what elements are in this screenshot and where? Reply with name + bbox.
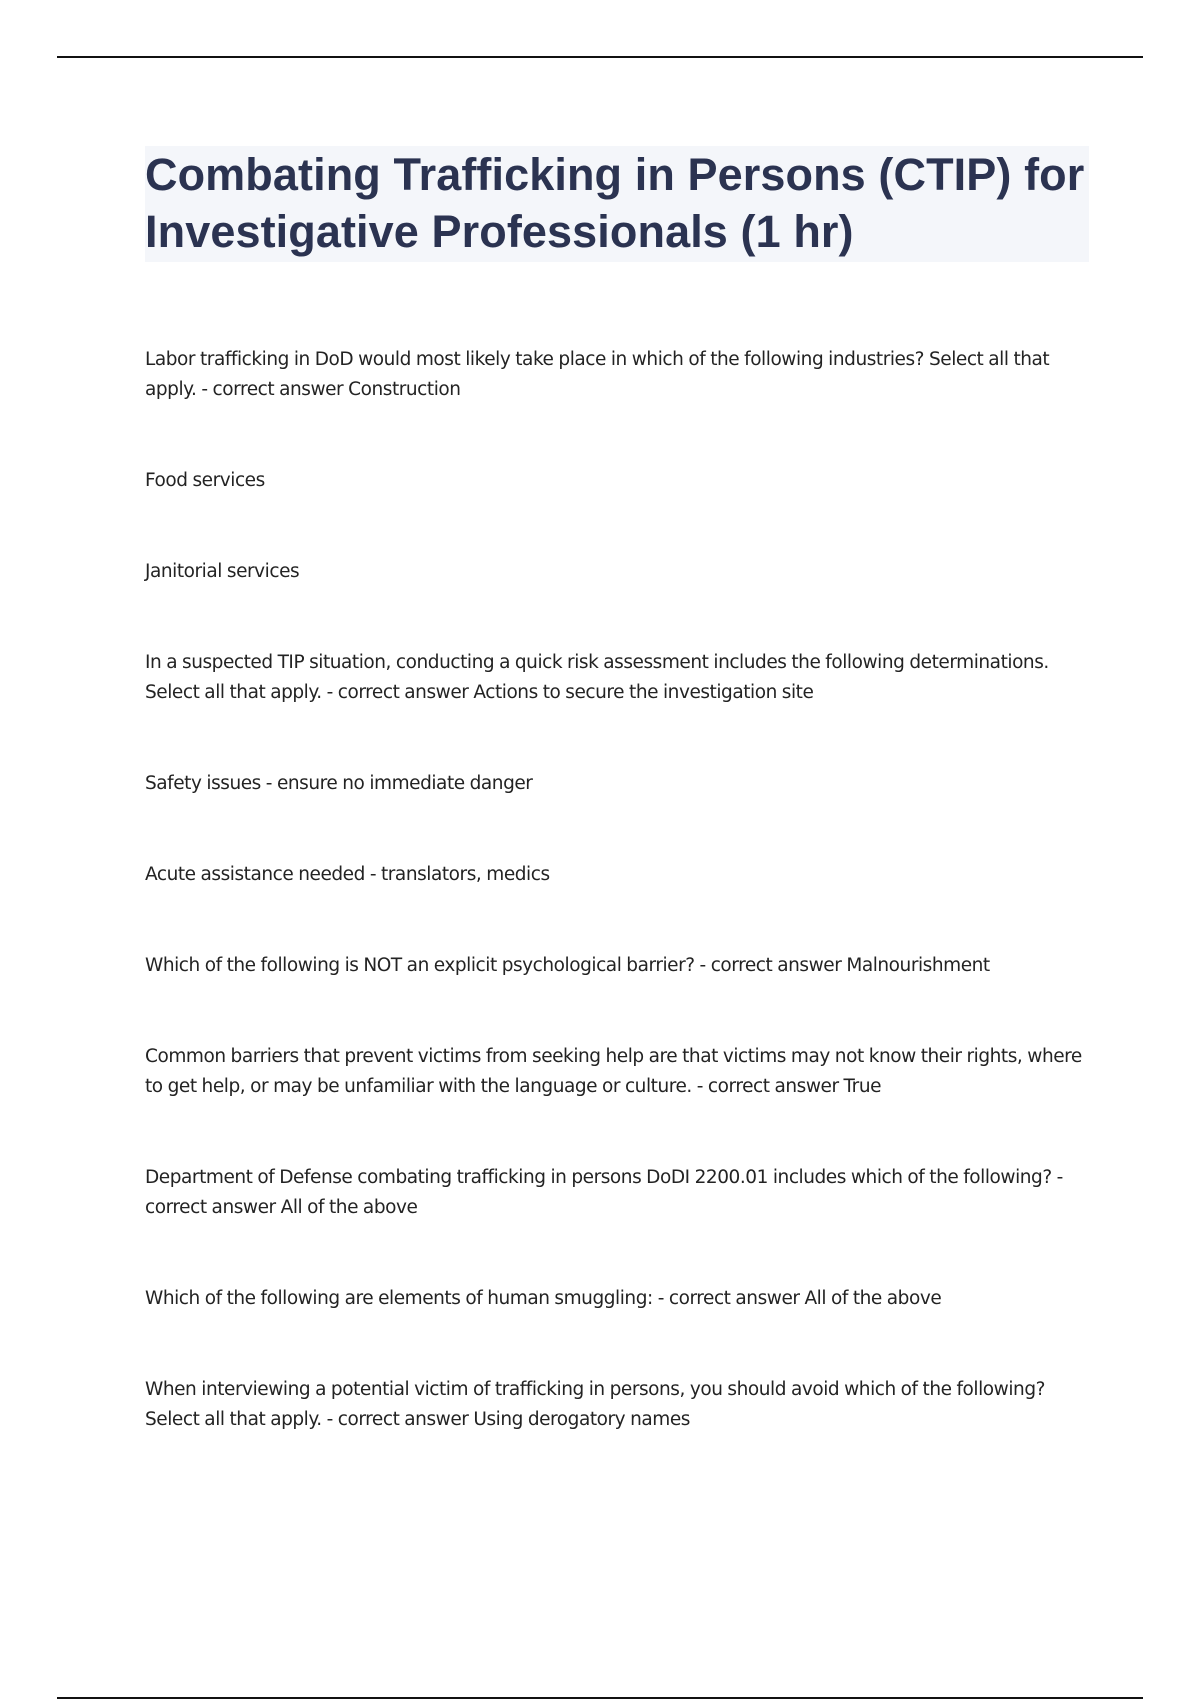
title-block (145, 146, 1089, 262)
document-title: Combating Trafficking in Persons (CTIP) for Investigative Professionals (1 hr) (145, 149, 1085, 257)
paragraph-4: In a suspected TIP situation, conducting a quick risk assessment includes the following determinations. Select all that apply. - correct answer Actions to secure the investigation site (145, 652, 1049, 703)
top-divider (57, 56, 1143, 58)
paragraph-7: Which of the following is NOT an explicit psychological barrier? - correct answer Malnourishment (145, 955, 990, 976)
paragraph-6: Acute assistance needed - translators, medics (145, 864, 550, 885)
paragraph-8: Common barriers that prevent victims from seeking help are that victims may not know their rights, where to get help, or may be unfamiliar with the language or culture. - correct answer True (145, 1046, 1082, 1097)
paragraph-10: Which of the following are elements of human smuggling: - correct answer All of the above (145, 1288, 942, 1309)
paragraph-11: When interviewing a potential victim of trafficking in persons, you should avoid which of the following? Select all that apply. - correct answer Using derogatory names (145, 1379, 1045, 1430)
paragraph-9: Department of Defense combating trafficking in persons DoDI 2200.01 includes which of the following? - correct answer All of the above (145, 1167, 1063, 1218)
paragraph-1: Labor trafficking in DoD would most likely take place in which of the following industries? Select all that apply. - correct answer Construction (145, 349, 1050, 400)
paragraph-3: Janitorial services (145, 561, 300, 582)
bottom-divider (57, 1697, 1143, 1699)
document-body (145, 345, 1093, 1435)
paragraph-5: Safety issues - ensure no immediate danger (145, 773, 533, 794)
paragraph-2: Food services (145, 470, 265, 491)
